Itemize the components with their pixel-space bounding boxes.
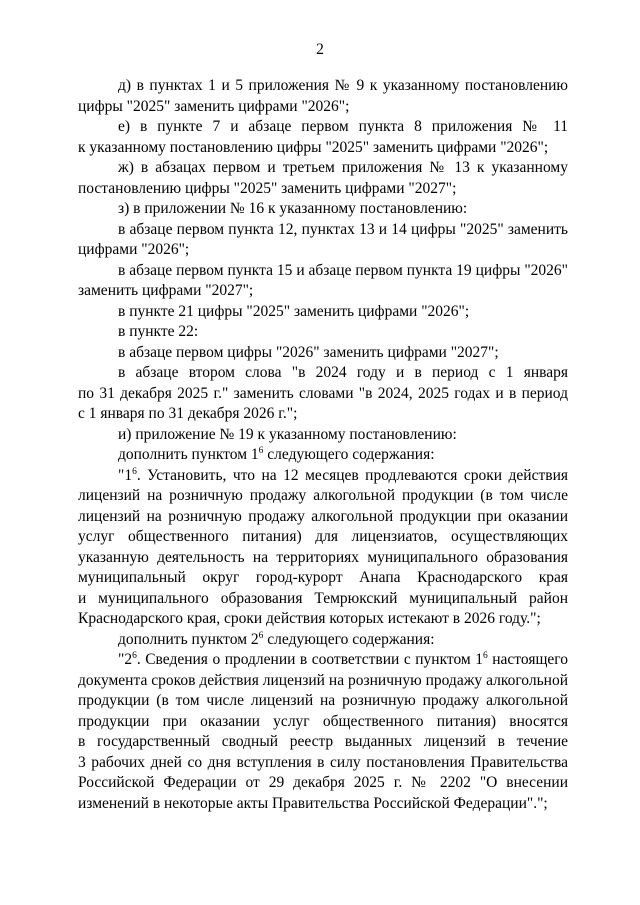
text-line: изменений в некоторые акты Правительства Российской Федерации"."; xyxy=(78,794,548,812)
text-line: указанную деятельность на территориях муниципального образования xyxy=(78,548,568,566)
text-line: услуг общественного питания) для лицензиатов, осуществляющих xyxy=(78,528,568,545)
text-line: документа сроков действия лицензий на розничную продажу алкогольной xyxy=(78,671,568,689)
paragraph-item-i-2-text xyxy=(78,650,568,814)
text-line: "$1^6$. Установить, что на 12 месяцев продлеваются сроки действия xyxy=(118,466,568,484)
text-line: постановлению цифры "2025" заменить цифрами "2027"; xyxy=(78,179,457,197)
text-line: лицензий на розничную продажу алкогольной продукции при оказании xyxy=(78,507,568,525)
superscript-marker: 6 xyxy=(132,466,137,477)
superscript-marker: 6 xyxy=(482,650,488,661)
page-number: 2 xyxy=(316,41,324,58)
text-line: Краснодарского края, сроки действия которых истекают в 2026 году."; xyxy=(78,610,541,627)
paragraph-item-z-3 xyxy=(78,302,568,323)
text-line: заменить цифрами "2027"; xyxy=(78,282,254,299)
paragraph-item-z-1 xyxy=(78,220,568,261)
paragraph-item-zh xyxy=(78,158,568,199)
paragraph-item-i-2 xyxy=(78,630,568,651)
text-line: "$2^6$. Сведения о продлении в соответствии с пунктом $1^6$ настоящего xyxy=(118,650,568,668)
paragraph-item-i-1-text xyxy=(78,466,568,630)
paragraph-item-e xyxy=(78,117,568,158)
text-line: лицензий на розничную продажу алкогольной продукции (в том числе xyxy=(78,487,568,504)
text-line: в абзаце втором слова "в 2024 году и в период с 1 января xyxy=(118,364,568,381)
text-line: в абзаце первом цифры "2026" заменить цифрами "2027"; xyxy=(118,343,499,361)
document-body xyxy=(78,76,568,814)
text-line: продукции (в том числе лицензий на розничную продажу алкогольной xyxy=(78,692,568,709)
text-line: в государственный сводный реестр выданных лицензий в течение xyxy=(78,733,568,750)
text-line: цифры "2025" заменить цифрами "2026"; xyxy=(78,97,350,115)
text-line: д) в пунктах 1 и 5 приложения № 9 к указанному постановлению xyxy=(118,77,568,94)
paragraph-item-z-4 xyxy=(78,322,568,343)
text-line: в абзаце первом пункта 12, пунктах 13 и 14 цифры "2025" заменить xyxy=(118,220,568,238)
text-line: ж) в абзацах первом и третьем приложения № 13 к указанному xyxy=(118,159,568,176)
text-line: дополнить пунктом $1^6$ следующего содержания: xyxy=(118,445,435,463)
paragraph-item-i-1 xyxy=(78,445,568,466)
text-line: е) в пункте 7 и абзаце первом пункта 8 приложения № 11 xyxy=(118,118,568,135)
text-line: Российской Федерации от 29 декабря 2025 г. № 2202 "О внесении xyxy=(78,774,568,791)
paragraph-item-d xyxy=(78,76,568,117)
paragraph-item-z-4a xyxy=(78,343,568,364)
text-line: дополнить пунктом $2^6$ следующего содержания: xyxy=(118,630,435,648)
text-line: з) в приложении № 16 к указанному постановлению: xyxy=(118,200,468,217)
text-line: цифрами "2026"; xyxy=(78,241,190,258)
paragraph-item-i xyxy=(78,425,568,446)
superscript-marker: 6 xyxy=(258,630,264,641)
text-line: 3 рабочих дней со дня вступления в силу постановления Правительства xyxy=(78,753,568,771)
text-line: с 1 января по 31 декабря 2026 г."; xyxy=(78,405,298,422)
text-line: в абзаце первом пункта 15 и абзаце первом пункта 19 цифры "2026" xyxy=(118,261,568,279)
paragraph-item-z-2 xyxy=(78,261,568,302)
text-line: в пункте 22: xyxy=(118,323,199,340)
text-line: и муниципального образования Темрюкский муниципальный район xyxy=(78,589,568,607)
superscript-marker: 6 xyxy=(258,445,264,456)
superscript-marker: 6 xyxy=(132,650,137,661)
paragraph-item-z xyxy=(78,199,568,220)
paragraph-item-z-4b xyxy=(78,363,568,425)
text-line: в пункте 21 цифры "2025" заменить цифрами "2026"; xyxy=(118,302,470,320)
text-line: по 31 декабря 2025 г." заменить словами "в 2024, 2025 годах и в период xyxy=(78,384,568,402)
text-line: к указанному постановлению цифры "2025" заменить цифрами "2026"; xyxy=(78,138,549,156)
text-line: муниципальный округ город-курорт Анапа Краснодарского края xyxy=(78,569,568,586)
text-line: продукции при оказании услуг общественного питания) вносятся xyxy=(78,712,568,730)
text-line: и) приложение № 19 к указанному постановлению: xyxy=(118,425,457,443)
